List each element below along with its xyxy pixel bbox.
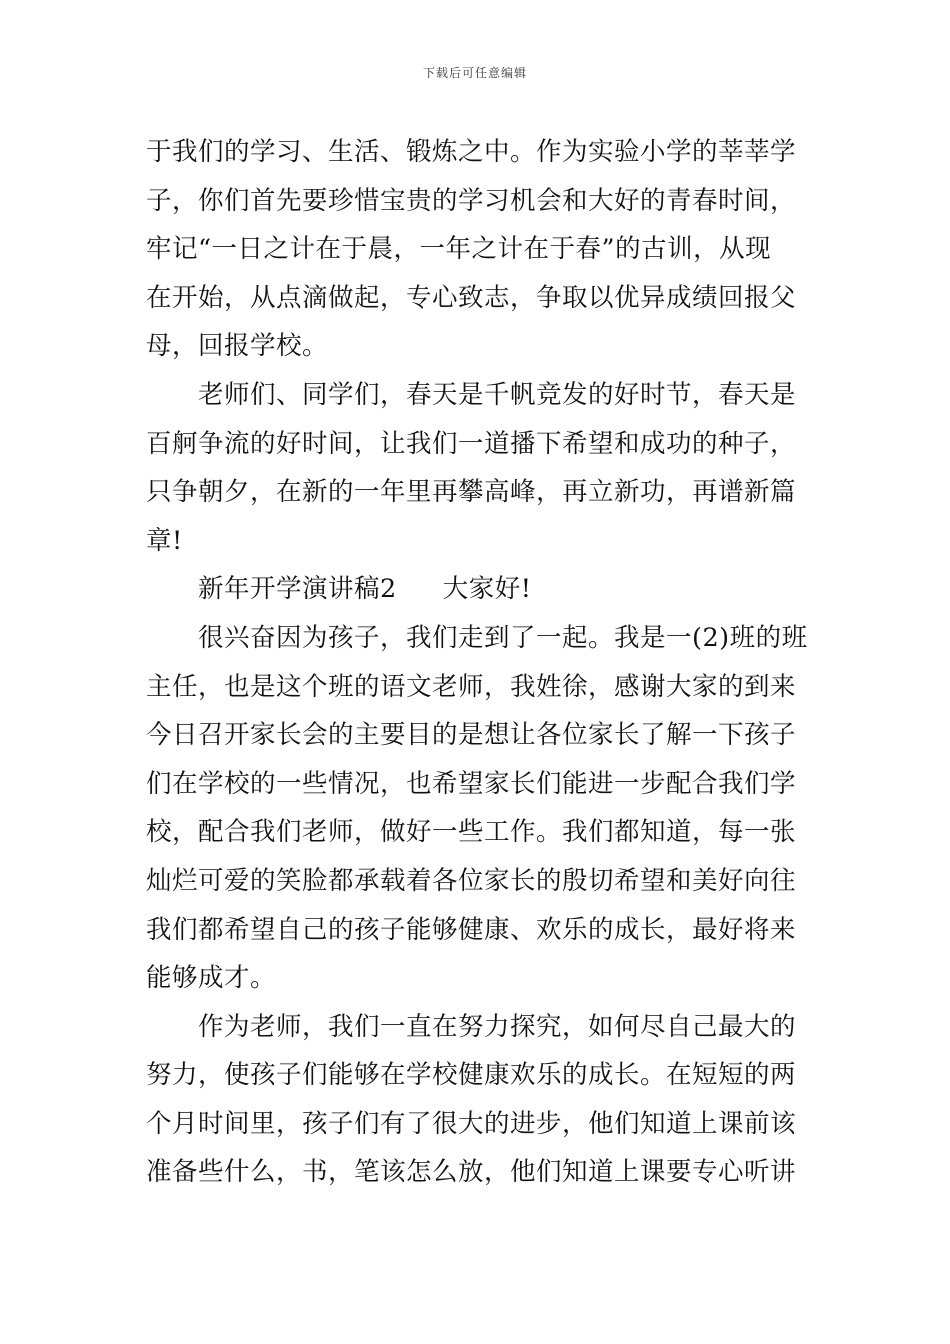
paragraph [146,128,808,371]
text-line: 准备些什么，书，笔该怎么放，他们知道上课要专心听讲 [146,1157,797,1188]
text-line: 章! [146,525,183,556]
document-body [146,128,808,1197]
greeting: 大家好! [442,574,532,605]
text-line: 努力，使孩子们能够在学校健康欢乐的成长。在短短的两 [146,1060,797,1091]
text-line: 只争朝夕，在新的一年里再攀高峰，再立新功，再谱新篇 [146,477,797,508]
text-line: 主任，也是这个班的语文老师，我姓徐，感谢大家的到来 [146,671,797,702]
paragraph [146,1003,808,1197]
paragraph [146,614,808,1003]
text-line: 在开始，从点滴做起，专心致志，争取以优异成绩回报父 [146,282,797,313]
text-line: 能够成才。 [146,963,277,994]
text-line: 作为老师，我们一直在努力探究，如何尽自己最大的 [198,1011,797,1042]
text-line: 于我们的学习、生活、锻炼之中。作为实验小学的莘莘学 [146,137,797,167]
section-title: 新年开学演讲稿2 [198,574,397,605]
text-line: 我们都希望自己的孩子能够健康、欢乐的成长，最好将来 [146,914,797,945]
text-line: 母，回报学校。 [146,331,329,362]
text-line: 很兴奋因为孩子，我们走到了一起。我是一(2)班的班 [198,622,808,653]
text-line: 牢记“一日之计在于晨，一年之计在于春”的古训，从现 [146,234,772,265]
text-line: 个月时间里，孩子们有了很大的进步，他们知道上课前该 [146,1108,797,1139]
text-line: 校，配合我们老师，做好一些工作。我们都知道，每一张 [146,817,797,848]
paragraph [146,371,808,565]
text-line: 老师们、同学们，春天是千帆竞发的好时节，春天是 [198,379,797,410]
text-line: 百舸争流的好时间，让我们一道播下希望和成功的种子， [146,428,797,459]
text-line: 灿烂可爱的笑脸都承载着各位家长的殷切希望和美好向往 [146,865,797,896]
text-line: 们在学校的一些情况，也希望家长们能进一步配合我们学 [146,768,797,799]
text-line: 子，你们首先要珍惜宝贵的学习机会和大好的青春时间， [146,185,797,216]
page-header: 下载后可任意编辑 [422,66,527,80]
text-line: 今日召开家长会的主要目的是想让各位家长了解一下孩子 [146,720,797,751]
section-heading-line [146,565,808,614]
